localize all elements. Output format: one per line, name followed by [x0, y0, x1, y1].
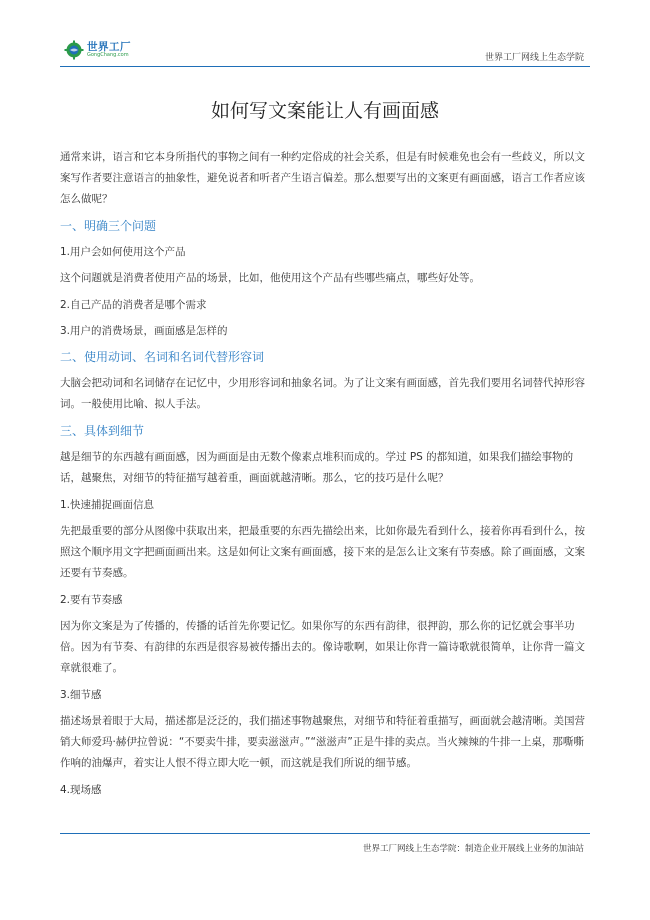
- page-header: [0, 0, 650, 70]
- footer-divider: [60, 833, 590, 834]
- logo-domain: GongChang.com: [87, 52, 129, 59]
- subheading-1-1: 1.用户会如何使用这个产品: [60, 246, 186, 258]
- paragraph-3: 越是细节的东西越有画面感，因为画面是由无数个像素点堆积而成的。学过 PS 的都知道，如果我们描绘事物的话，越聚焦，对细节的特征描写越着重，画面就越清晰。那么，它的技巧是什么呢？: [60, 451, 574, 484]
- subheading-3-1: 1.快速捕捉画面信息: [60, 499, 155, 511]
- section-heading-1: 一、明确三个问题: [60, 219, 157, 233]
- page-footer: 世界工厂网线上生态学院：制造企业开展线上业务的加油站: [362, 844, 584, 854]
- section-heading-3: 三、具体到细节: [60, 424, 145, 438]
- gear-globe-icon: [64, 40, 84, 60]
- header-divider: [60, 66, 590, 67]
- subheading-3-3: 3.细节感: [60, 689, 102, 701]
- subheading-3-4: 4.现场感: [60, 784, 102, 796]
- page-title: 如何写文案能让人有画面感: [210, 100, 439, 122]
- subheading-3-2: 2.要有节奏感: [60, 594, 123, 606]
- paragraph-2: 大脑会把动词和名词储存在记忆中，少用形容词和抽象名词。为了让文案有画面感，首先我们要用名词替代掉形容词。一般使用比喻、拟人手法。: [60, 377, 585, 410]
- header-institution-name: 世界工厂网线上生态学院: [484, 53, 584, 63]
- section-heading-2: 二、使用动词、名词和名词代替形容词: [60, 350, 265, 364]
- logo-chinese-name: 世界工厂: [87, 40, 131, 53]
- paragraph-1-1: 这个问题就是消费者使用产品的场景，比如，他使用这个产品有些哪些痛点，哪些好处等。: [60, 272, 480, 284]
- article-body: [60, 147, 592, 800]
- subheading-1-2: 2.自己产品的消费者是哪个需求: [60, 299, 207, 311]
- paragraph-3-1: 先把最重要的部分从图像中获取出来，把最重要的东西先描绘出来，比如你最先看到什么，接着你再看到什么，按照这个顺序用文字把画面画出来。这是如何让文案有画面感，接下来的是怎么让文案有节奏感。除了画面感，文案还要有节奏感。: [60, 525, 585, 579]
- paragraph-3-3: 描述场景着眼于大局，描述都是泛泛的，我们描述事物越聚焦，对细节和特征着重描写，画面就会越清晰。美国营销大师爱玛·赫伊拉曾说：“不要卖牛排，要卖滋滋声。”“滋滋声”正是牛排的卖点。当火辣辣的牛排一上桌，那嘶嘶作响的油爆声，着实让人恨不得立即大吃一顿，而这就是我们所说的细节感。: [60, 715, 585, 769]
- brand-logo: [64, 40, 131, 60]
- intro-paragraph: 通常来讲，语言和它本身所指代的事物之间有一种约定俗成的社会关系，但是有时候难免也会有一些歧义，所以文案写作者要注意语言的抽象性，避免说者和听者产生语言偏差。那么想要写出的文案更有画面感，语言工作者应该怎么做呢？: [60, 151, 585, 205]
- paragraph-3-2: 因为你文案是为了传播的，传播的话首先你要记忆。如果你写的东西有韵律，很押韵，那么你的记忆就会事半功倍。因为有节奏、有韵律的东西是很容易被传播出去的。像诗歌啊，如果让你背一篇诗歌就很简单，让你背一篇文章就很难了。: [60, 620, 585, 674]
- subheading-1-3: 3.用户的消费场景，画面感是怎样的: [60, 325, 228, 337]
